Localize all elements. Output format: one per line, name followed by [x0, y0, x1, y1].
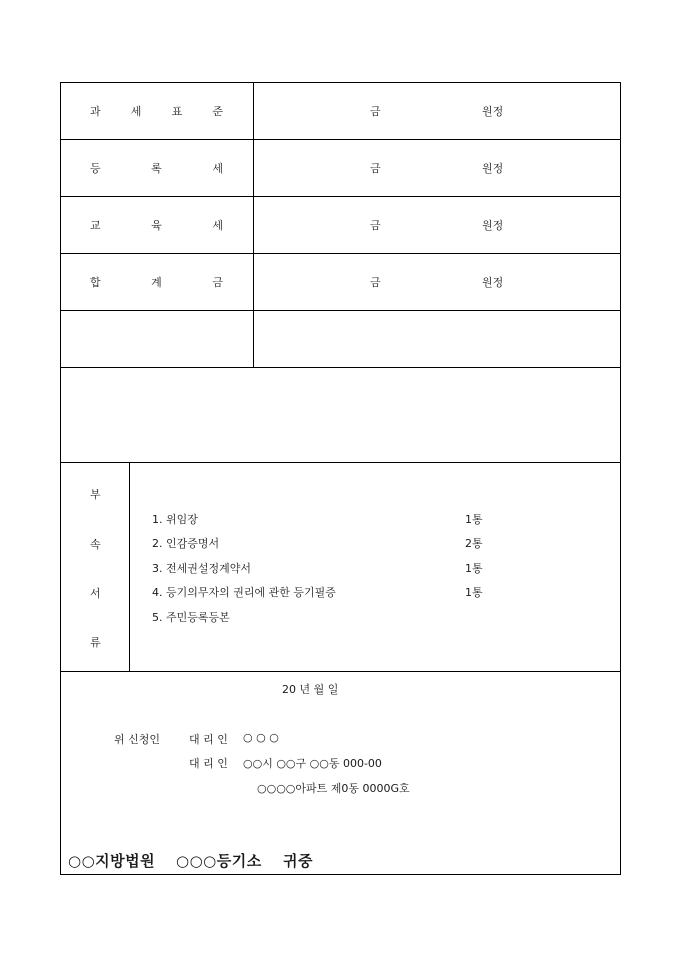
application-date: 20 년 월 일 — [282, 683, 339, 696]
fee-label-tax-base: 과 세 표 준 — [61, 83, 254, 139]
blank-label-cell — [61, 311, 254, 367]
list-item: 5. 주민등록등본 — [152, 611, 230, 624]
fee-label-education-tax: 교 육 세 — [61, 197, 254, 253]
attachments-list — [130, 463, 620, 671]
registration-form — [60, 82, 621, 875]
agent-label-address: 대 리 인 — [189, 757, 228, 770]
fee-value-total: 금 원정 — [370, 276, 504, 289]
fee-row-registration-tax — [61, 140, 620, 197]
agent-name: ○ ○ ○ — [243, 731, 279, 744]
list-item: 3. 전세권설정계약서 1통 — [152, 562, 483, 575]
blank-split-row — [61, 311, 620, 368]
signature-section — [61, 672, 620, 874]
agent-address-line1: ○○시 ○○구 ○○동 000-00 — [243, 757, 382, 770]
applicant-label: 위 신청인 — [114, 733, 161, 746]
agent-label: 대 리 인 — [189, 733, 228, 746]
attachments-label: 부 속 서 류 — [61, 463, 130, 671]
fee-row-tax-base — [61, 83, 620, 140]
list-item: 2. 인감증명서 2통 — [152, 537, 483, 550]
blank-value-cell — [254, 311, 620, 367]
fee-label-registration-tax: 등 록 세 — [61, 140, 254, 196]
registry-office: ○○○등기소 — [176, 852, 262, 870]
honorific: 귀중 — [283, 852, 313, 870]
fee-value-tax-base: 금 원정 — [370, 105, 504, 118]
list-item: 4. 등기의무자의 권리에 관한 등기필증 1통 — [152, 586, 483, 599]
fee-row-education-tax — [61, 197, 620, 254]
fee-row-total — [61, 254, 620, 311]
list-item: 1. 위임장 1통 — [152, 513, 483, 526]
agent-address-line2: ○○○○아파트 제0동 0000G호 — [257, 782, 410, 795]
fee-value-registration-tax: 금 원정 — [370, 162, 504, 175]
fee-value-education-tax: 금 원정 — [370, 219, 504, 232]
blank-wide-row — [61, 368, 620, 463]
fee-label-total: 합 계 금 — [61, 254, 254, 310]
court-name: ○○지방법원 — [68, 852, 156, 870]
attachments-section — [61, 463, 620, 672]
